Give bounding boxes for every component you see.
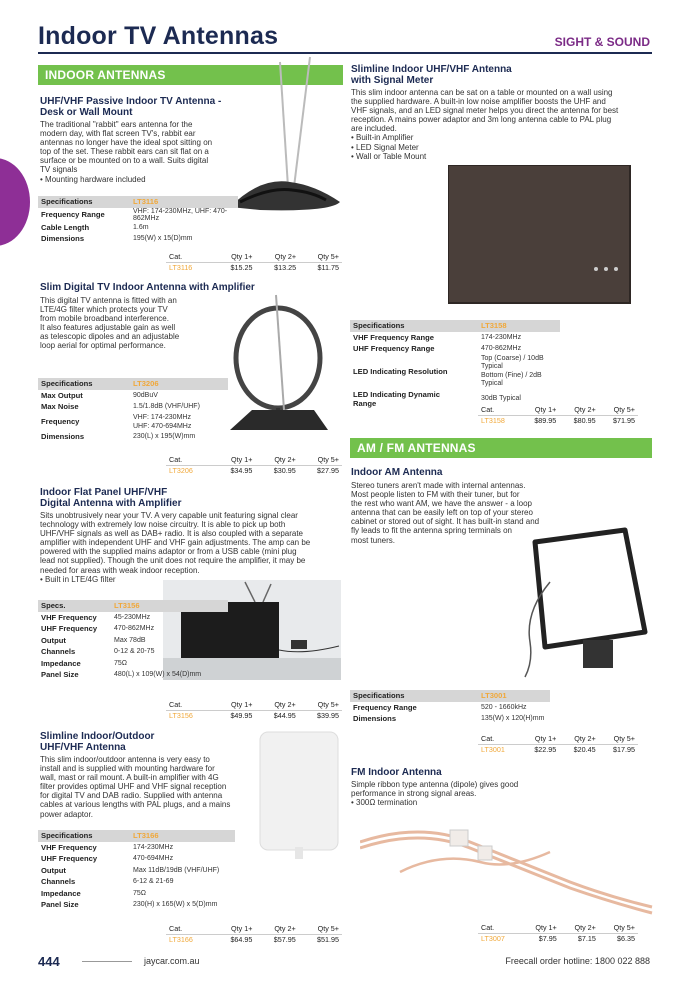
product-title-lt3156: Indoor Flat Panel UHF/VHF Digital Antenna with Amplifier bbox=[40, 487, 182, 509]
spec-table-lt3156: Specs. LT3156 VHF Frequency 45-230MHz UHF Frequency 470-862MHz Output Max 78dB Channels 0-12 & 20-75 Impedance 75Ω Panel Size 480(L) x 109(W) x 54(D)mm bbox=[38, 600, 228, 681]
page-title: Indoor TV Antennas bbox=[38, 22, 279, 50]
product-image-lt3166 bbox=[255, 727, 345, 862]
price-table-lt3166: Cat. Qty 1+ Qty 2+ Qty 5+ LT3166 $64.95 $57.95 $51.95 bbox=[166, 924, 342, 944]
spec-header: Specifications bbox=[38, 196, 130, 208]
website-link[interactable]: jaycar.com.au bbox=[144, 956, 200, 966]
price-table-lt3116: Cat. Qty 1+ Qty 2+ Qty 5+ LT3116 $15.25 $13.25 $11.75 bbox=[166, 252, 342, 272]
price-table-lt3156: Cat. Qty 1+ Qty 2+ Qty 5+ LT3156 $49.95 $44.95 $39.95 bbox=[166, 700, 342, 720]
spec-table-lt3166: Specifications LT3166 VHF Frequency 174-230MHz UHF Frequency 470-694MHz Output Max 11dB/19dB (VHF/UHF) Channels 6-12 & 21-69 Impedance 75Ω Panel Size 230(H) x 165(W) x 5(D)mm bbox=[38, 830, 235, 911]
spec-table-lt3001: Specifications LT3001 Frequency Range 520 - 1660kHz Dimensions 135(W) x 120(H)mm bbox=[350, 690, 550, 725]
product-code: LT3206 bbox=[130, 378, 228, 390]
product-description-lt3158: This slim indoor antenna can be sat on a table or mounted on a wall using the supplied hardware. A built-in low noise amplifier boosts the UHF and VHF signals, and an LED signal meter helps you direct the antenna for best reception. A mains power adaptor and 3m long antenna cable to PAL plug are included. • Built-in Amplifier • LED Signal Meter • Wall or Table Mount bbox=[351, 88, 619, 161]
spec-table-lt3158: Specifications LT3158 VHF Frequency Range 174-230MHz UHF Frequency Range 470-862MHz LED Indicating Resolution Top (Coarse) / 10dB Typical Bottom (Fine) / 2dB Typical LED Indicating Dynamic Range 30dB Typical bbox=[350, 320, 560, 409]
price-table-lt3007: Cat. Qty 1+ Qty 2+ Qty 5+ LT3007 $7.95 $7.15 $6.35 bbox=[478, 923, 638, 943]
product-title-lt3158: Slimline Indoor UHF/VHF Antenna with Signal Meter bbox=[351, 64, 512, 86]
product-image-lt3206 bbox=[218, 290, 338, 445]
product-image-lt3158 bbox=[448, 165, 632, 305]
product-description-lt3001: Stereo tuners aren't made with internal antennas. Most people listen to FM with their tuner, but for the rest who want AM, we have the answer - a loop antenna that can be easily left on top of your stereo cabinet or stored out of sight. It has built-in stand and fly leads to fit the antenna spring terminals on most tuners. bbox=[351, 481, 540, 545]
spec-table-lt3116: Specifications LT3116 Frequency Range VHF: 174-230MHz, UHF: 470-862MHz Cable Length 1.6m Dimensions 195(W) x 15(D)mm bbox=[38, 196, 238, 245]
product-description-lt3007: Simple ribbon type antenna (dipole) gives good performance in strong signal areas. • 300Ω termination bbox=[351, 780, 519, 808]
product-code: LT3116 bbox=[130, 196, 238, 208]
footer-divider bbox=[82, 961, 132, 962]
product-description-lt3156: Sits unobtrusively near your TV. A very capable unit featuring signal clear technology with extremely low noise circuitry. It is able to pick up both UHF/VHF signals as well as DAB+ radio. It is also coupled with a separate amplifier with independent UHF and VHF gain adjustments. The amp can be powered with the supplied mains adaptor or from a USB cable (mini plug lead not supplied). Though the unit does not require the amplifier, it may be needed for areas with weak indoor reception. • Built in LTE/4G filter bbox=[40, 511, 311, 584]
section-tab-marker bbox=[0, 158, 30, 246]
section-banner-amfm: AM / FM ANTENNAS bbox=[350, 438, 652, 458]
product-description-lt3116: The traditional "rabbit" ears antenna for the modern day, with flat screen TV's, rabbit ear antennas no longer have the ideal spot sitting on top of the set. These rabbit ears can sit flat on a surface or be mounted on to a wall. Suits digital TV signals • Mounting hardware included bbox=[40, 120, 213, 184]
product-description-lt3206: This digital TV antenna is fitted with an LTE/4G filter which protects your TV from mobile broadband interference. It also features adjustable gain as well as telescopic dipoles and an adjustable loop aerial for optimal performance. bbox=[40, 296, 180, 351]
product-image-lt3001 bbox=[505, 522, 655, 682]
page-number: 444 bbox=[38, 954, 60, 969]
product-code: LT3156 bbox=[111, 600, 228, 612]
hotline-text: Freecall order hotline: 1800 022 888 bbox=[505, 956, 650, 966]
product-title-lt3007: FM Indoor Antenna bbox=[351, 767, 442, 778]
product-title-lt3116: UHF/VHF Passive Indoor TV Antenna - Desk or Wall Mount bbox=[40, 96, 222, 118]
category-label: SIGHT & SOUND bbox=[554, 35, 650, 49]
price-table-lt3001: Cat. Qty 1+ Qty 2+ Qty 5+ LT3001 $22.95 $20.45 $17.95 bbox=[478, 734, 638, 754]
price-table-lt3158: Cat. Qty 1+ Qty 2+ Qty 5+ LT3158 $89.95 $80.95 $71.95 bbox=[478, 405, 638, 425]
spec-table-lt3206: Specifications LT3206 Max Output 90dBuV Max Noise 1.5/1.8dB (VHF/UHF) Frequency VHF: 174-230MHz UHF: 470-694MHz Dimensions 230(L) x 195(W)mm bbox=[38, 378, 228, 442]
product-description-lt3166: This slim indoor/outdoor antenna is very easy to install and is supplied with mounting hardware for wall, mast or rail mount. A built-in amplifier with 4G filter provides optimal UHF and VHF signal reception for digital TV and DAB radio. Supplied with antenna cables at various lengths with PAL plugs, and a mains power adaptor. bbox=[40, 755, 231, 819]
product-title-lt3206: Slim Digital TV Indoor Antenna with Amplifier bbox=[40, 282, 255, 293]
product-title-lt3166: Slimline Indoor/Outdoor UHF/VHF Antenna bbox=[40, 731, 155, 753]
product-title-lt3001: Indoor AM Antenna bbox=[351, 467, 443, 478]
price-table-lt3206: Cat. Qty 1+ Qty 2+ Qty 5+ LT3206 $34.95 $30.95 $27.95 bbox=[166, 455, 342, 475]
product-code: LT3158 bbox=[478, 320, 560, 332]
product-code: LT3166 bbox=[130, 830, 235, 842]
product-code: LT3001 bbox=[478, 690, 550, 702]
product-image-lt3007 bbox=[360, 812, 655, 917]
section-banner-indoor: INDOOR ANTENNAS bbox=[38, 65, 343, 85]
